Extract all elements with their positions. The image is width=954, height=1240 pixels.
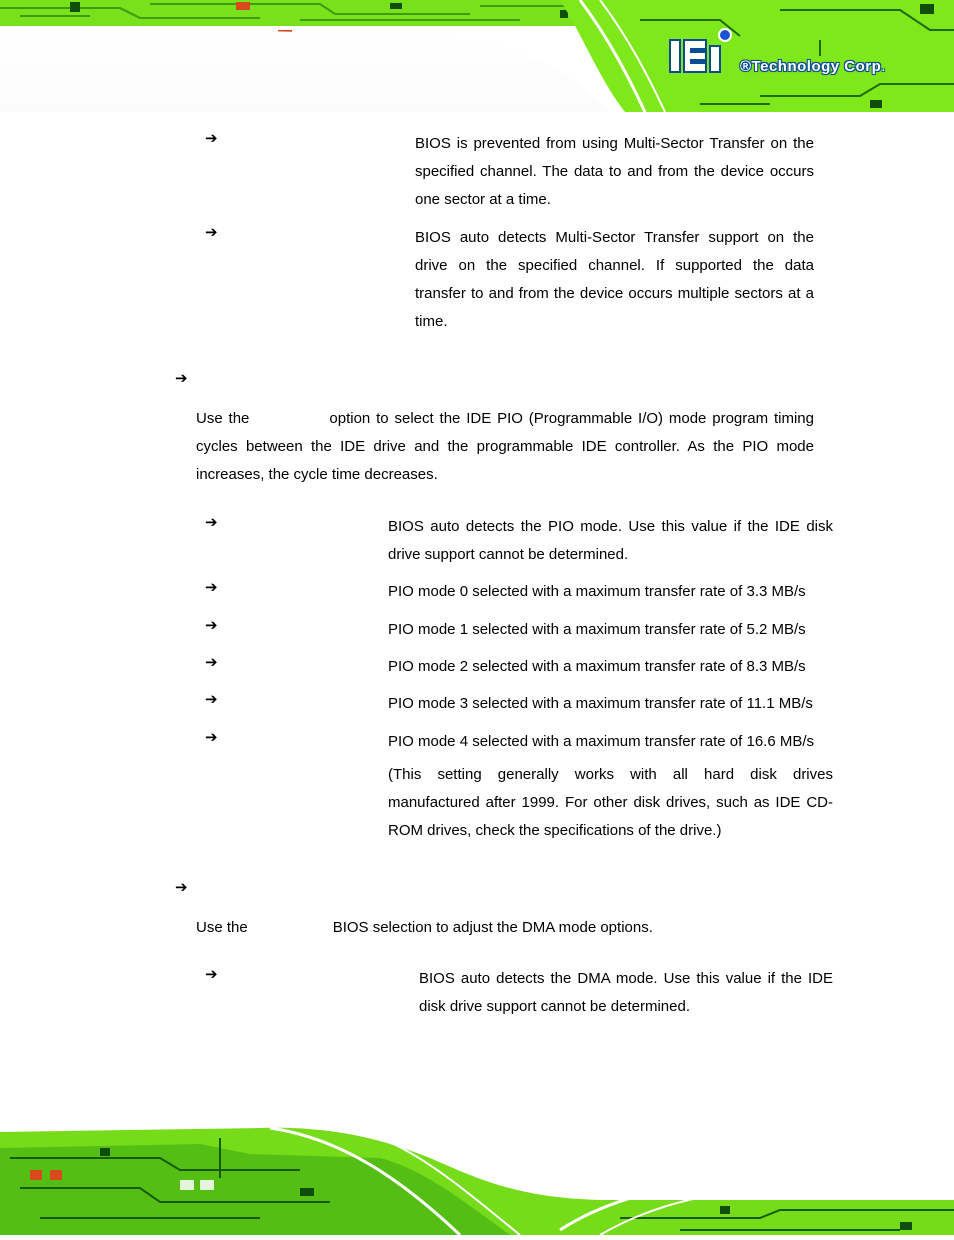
- arrow-icon: ➔: [205, 653, 218, 671]
- multi-sector-disabled-desc: BIOS is prevented from using Multi-Sector Transfer on the specified channel. The data to and from the device occurs one sector at a time.: [415, 135, 814, 208]
- arrow-icon: ➔: [205, 223, 218, 241]
- multi-sector-auto-desc: BIOS auto detects Multi-Sector Transfer support on the drive on the specified channel. If supported the data transfer to and from the device occurs multiple sectors at a time.: [415, 229, 814, 330]
- pio-option-4-note: (This setting generally works with all hard disk drives manufactured after 1999. For other disk drives, such as IDE CD-ROM drives, check the specifications of the drive.): [388, 766, 833, 839]
- pio-option-4: PIO mode 4 selected with a maximum transfer rate of 16.6 MB/s: [388, 733, 815, 750]
- pio-mode-intro: Use the option to select the IDE PIO (Programmable I/O) mode program timing cycles between the IDE drive and the programmable IDE controller. As the PIO mode increases, the cycle time decreases.: [196, 410, 814, 483]
- section-arrow-icon: ➔: [175, 369, 188, 387]
- footer-banner: [0, 1118, 954, 1235]
- pio-option-auto: BIOS auto detects the PIO mode. Use this value if the IDE disk drive support cannot be determined.: [388, 518, 833, 563]
- arrow-icon: ➔: [205, 513, 218, 531]
- dma-mode-intro: Use the BIOS selection to adjust the DMA mode options.: [196, 919, 653, 936]
- pcb-header-graphic: [0, 0, 954, 112]
- arrow-icon: ➔: [205, 965, 218, 983]
- arrow-icon: ➔: [205, 728, 218, 746]
- section-arrow-icon: ➔: [175, 878, 188, 896]
- arrow-icon: ➔: [205, 578, 218, 596]
- arrow-icon: ➔: [205, 616, 218, 634]
- arrow-icon: ➔: [205, 129, 218, 147]
- arrow-icon: ➔: [205, 690, 218, 708]
- pio-option-2: PIO mode 2 selected with a maximum transfer rate of 8.3 MB/s: [388, 658, 806, 675]
- dma-option-auto: BIOS auto detects the DMA mode. Use this value if the IDE disk drive support cannot be determined.: [419, 970, 833, 1015]
- pcb-footer-graphic: [0, 1118, 954, 1235]
- pio-option-3: PIO mode 3 selected with a maximum transfer rate of 11.1 MB/s: [388, 695, 813, 712]
- company-name: ®Technology Corp.: [740, 58, 886, 75]
- header-banner: [0, 0, 954, 112]
- pio-option-0: PIO mode 0 selected with a maximum transfer rate of 3.3 MB/s: [388, 583, 806, 600]
- pio-option-1: PIO mode 1 selected with a maximum transfer rate of 5.2 MB/s: [388, 621, 806, 638]
